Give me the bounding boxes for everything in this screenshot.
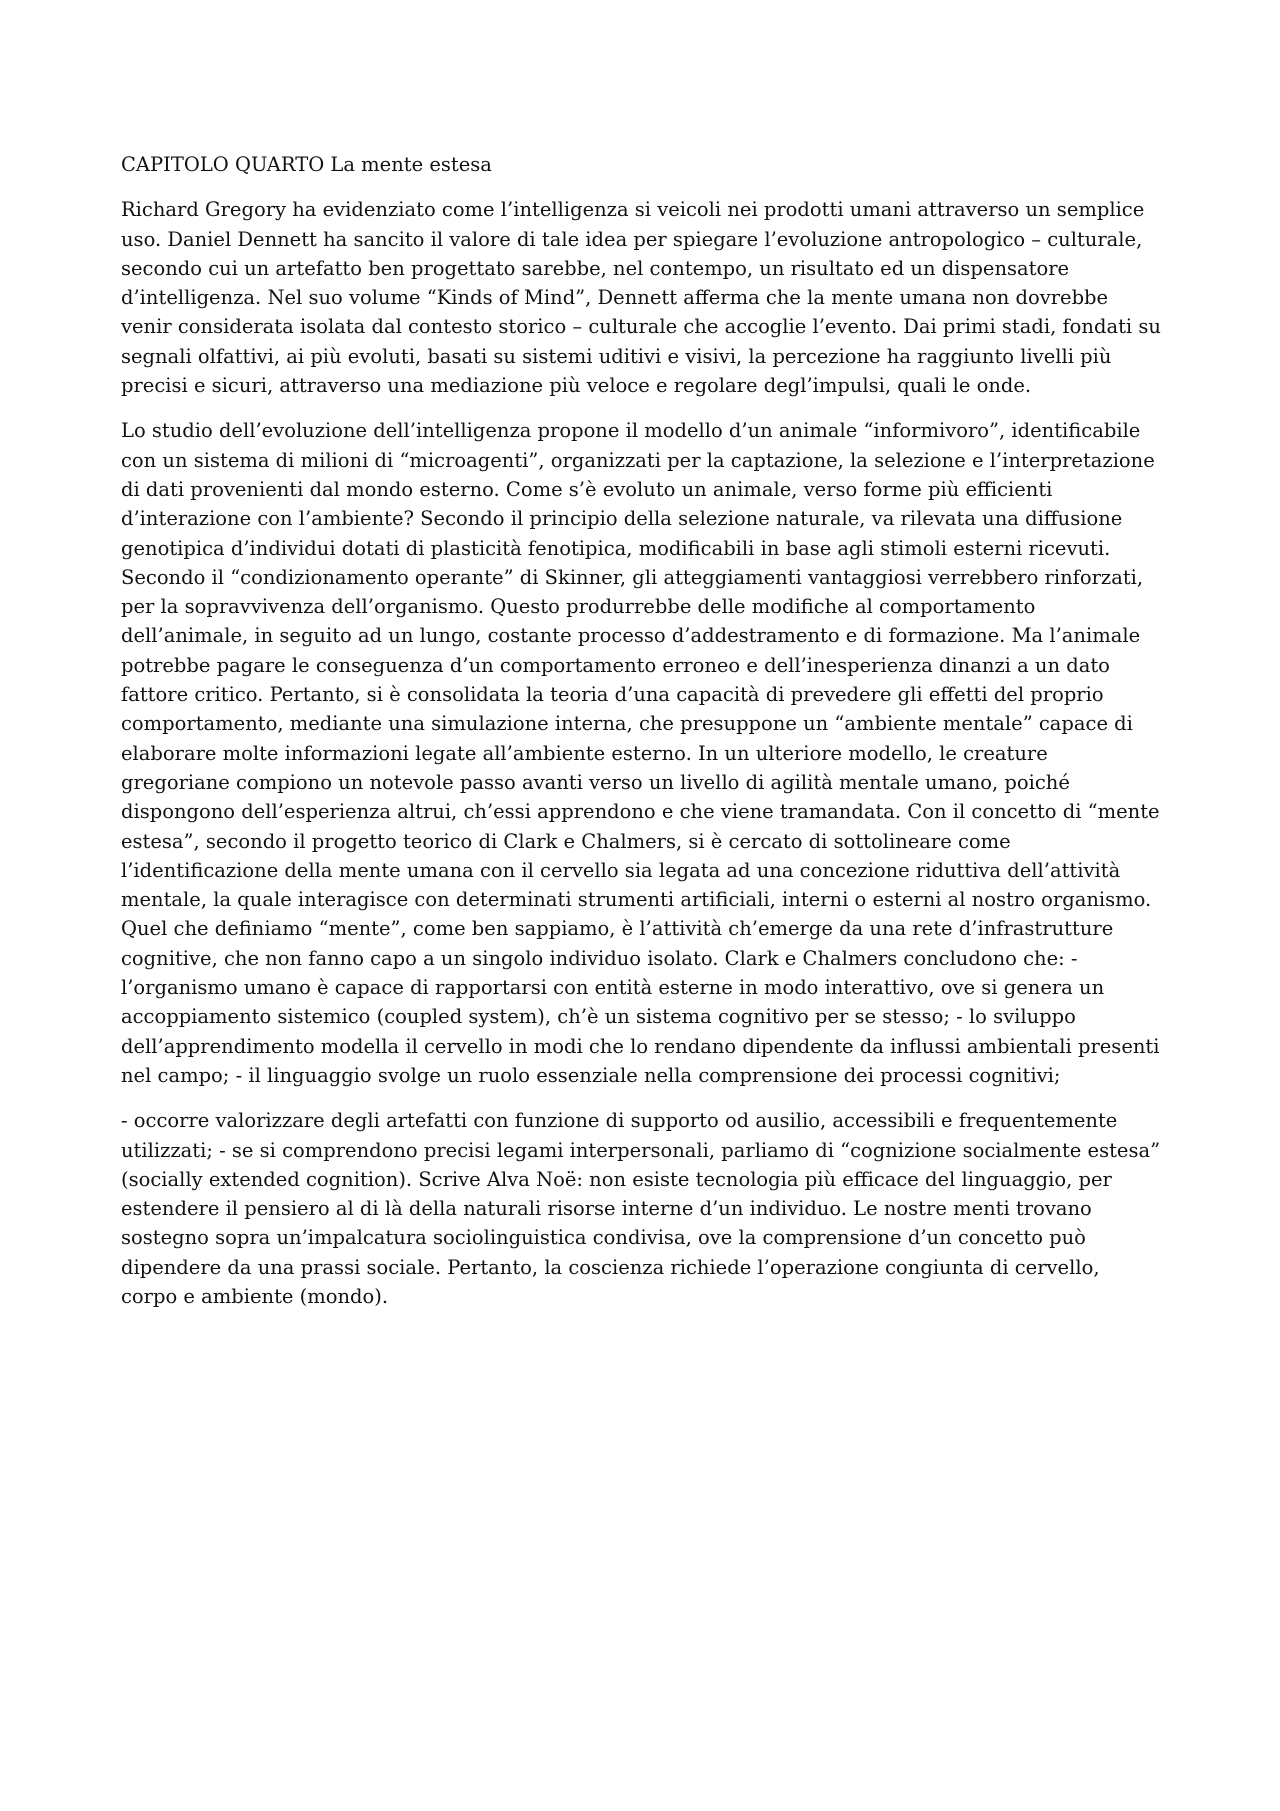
paragraph-3: - occorre valorizzare degli artefatti con funzione di supporto od ausilio, accessibili e frequentemente utilizzati; - se si comprendono precisi legami interpersonali, parliamo di “cognizione socialmente estesa” (socially extended cognition). Scrive Alva Noë: non esiste tecnologia più efficace del linguaggio, per estendere il pensiero al di là della naturali risorse interne d’un individuo. Le nostre menti trovano sostegno sopra un’impalcatura sociolinguistica condivisa, ove la comprensione d’un concetto può dipendere da una prassi sociale. Pertanto, la coscienza richiede l’operazione congiunta di cervello, corpo e ambiente (mondo). bbox=[121, 1109, 1161, 1308]
chapter-title: CAPITOLO QUARTO La mente estesa bbox=[121, 153, 492, 176]
paragraph-2: Lo studio dell’evoluzione dell’intelligenza propone il modello d’un animale “informivoro”, identificabile con un sistema di milioni di “microagenti”, organizzati per la captazione, la selezione e l’interpretazione di dati provenienti dal mondo esterno. Come s’è evoluto un animale, verso forme più efficienti d’interazione con l’ambiente? Secondo il principio della selezione naturale, va rilevata una diffusione genotipica d’individui dotati di plasticità fenotipica, modificabili in base agli stimoli esterni ricevuti. Secondo il “condizionamento operante” di Skinner, gli atteggiamenti vantaggiosi verrebbero rinforzati, per la sopravvivenza dell’organismo. Questo produrrebbe delle modifiche al comportamento dell’animale, in seguito ad un lungo, costante processo d’addestramento e di formazione. Ma l’animale potrebbe pagare le conseguenza d’un comportamento erroneo e dell’inesperienza dinanzi a un dato fattore critico. Pertanto, si è consolidata la teoria d’una capacità di prevedere gli effetti del proprio comportamento, mediante una simulazione interna, che presuppone un “ambiente mentale” capace di elaborare molte informazioni legate all’ambiente esterno. In un ulteriore modello, le creature gregoriane compiono un notevole passo avanti verso un livello di agilità mentale umano, poiché dispongono dell’esperienza altrui, ch’essi apprendono e che viene tramandata. Con il concetto di “mente estesa”, secondo il progetto teorico di Clark e Chalmers, si è cercato di sottolineare come l’identificazione della mente umana con il cervello sia legata ad una concezione riduttiva dell’attività mentale, la quale interagisce con determinati strumenti artificiali, interni o esterni al nostro organismo. Quel che definiamo “mente”, come ben sappiamo, è l’attività ch’emerge da una rete d’infrastrutture cognitive, che non fanno capo a un singolo individuo isolato. Clark e Chalmers concludono che: - l’organismo umano è capace di rapportarsi con entità esterne in modo interattivo, ove si genera un accoppiamento sistemico (coupled system), ch’è un sistema cognitivo per se stesso; - lo sviluppo dell’apprendimento modella il cervello in modi che lo rendano dipendente da influssi ambientali presenti nel campo; - il linguaggio svolge un ruolo essenziale nella comprensione dei processi cognitivi; bbox=[121, 419, 1160, 1087]
document-body bbox=[121, 150, 1161, 1327]
paragraph-1: Richard Gregory ha evidenziato come l’intelligenza si veicoli nei prodotti umani attraverso un semplice uso. Daniel Dennett ha sancito il valore di tale idea per spiegare l’evoluzione antropologico – culturale, secondo cui un artefatto ben progettato sarebbe, nel contempo, un risultato ed un dispensatore d’intelligenza. Nel suo volume “Kinds of Mind”, Dennett afferma che la mente umana non dovrebbe venir considerata isolata dal contesto storico – culturale che accoglie l’evento. Dai primi stadi, fondati su segnali olfattivi, ai più evoluti, basati su sistemi uditivi e visivi, la percezione ha raggiunto livelli più precisi e sicuri, attraverso una mediazione più veloce e regolare degl’impulsi, quali le onde. bbox=[121, 198, 1161, 398]
